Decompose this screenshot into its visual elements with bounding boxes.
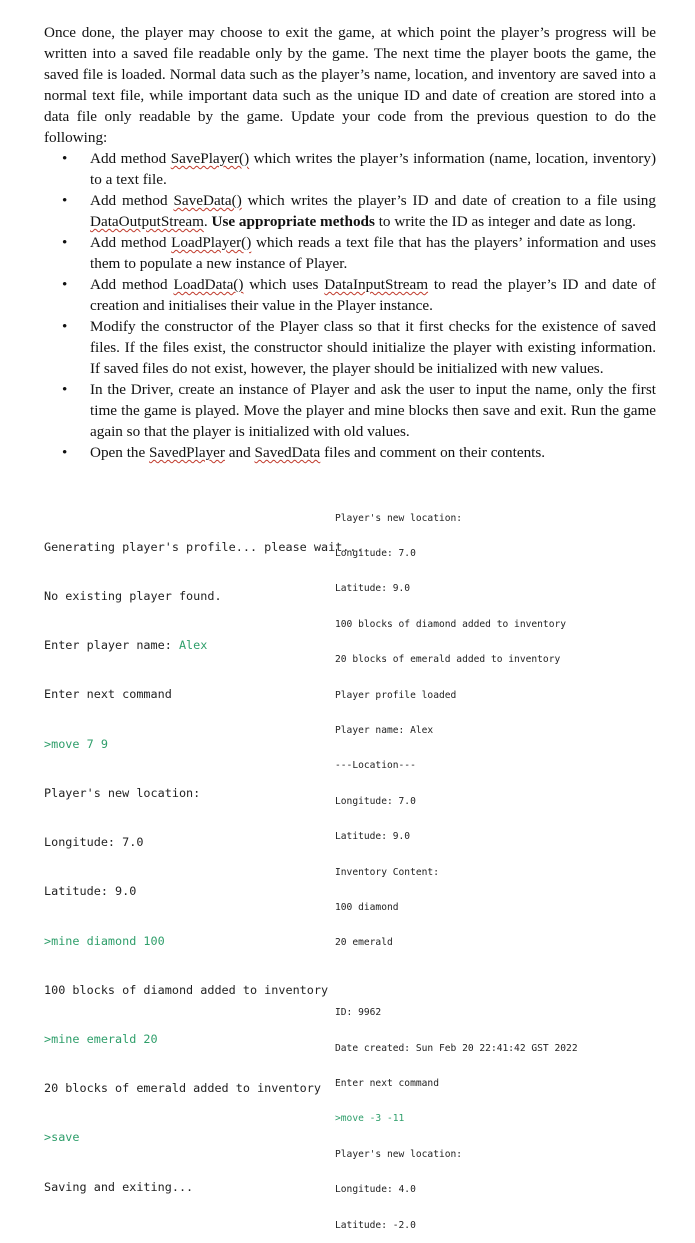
console-line: 100 diamond [335,901,399,913]
console-line: Longitude: 7.0 [44,835,144,850]
console-line: Generating player's profile... please wait... [44,539,364,554]
console-line: 20 emerald [335,937,393,949]
user-input: >move 7 9 [44,736,108,751]
console-line: ID: 9962 [335,1007,382,1019]
console-line: Enter next command [335,1078,439,1090]
user-input: >mine diamond 100 [44,933,165,948]
console-line: 100 blocks of diamond added to inventory [335,618,567,630]
console-gap [335,973,578,984]
bullet-icon: • [62,150,68,167]
task-list [44,148,656,463]
bullet-icon: • [62,381,68,398]
console-line: Enter player name: Alex [44,638,208,653]
bullet-icon: • [62,444,68,461]
class-name: DataInputStream [324,276,429,293]
console-line: Player's new location: [44,785,201,800]
bullet-icon: • [62,192,68,209]
user-input: >move -3 -11 [335,1113,405,1125]
task-modify-constructor: • Modify the constructor of the Player class so that it first checks for the existence of saved files. If the files exist, the constructor should initialize the player with existing information. If saved files do not exist, however, the player should be initialized with new values. [62,318,656,377]
bullet-icon: • [62,234,68,251]
console-line: 100 blocks of diamond added to inventory [44,982,329,997]
console-line: Longitude: 4.0 [335,1184,416,1196]
task-driver: • In the Driver, create an instance of Player and ask the user to input the name, only the first time the game is played. Move the player and mine blocks then save and exit. Run the game again so that the player is initialized with old values. [62,381,656,440]
intro-paragraph: Once done, the player may choose to exit the game, at which point the player’s progress will be written into a saved file readable only by the game. The next time the player boots the game, the saved file is loaded. Normal data such as the player’s name, location, and inventory are saved into a normal text file, while important data such as the unique ID and date of creation are stored into a data file only readable by the game. Update your code from the previous question to do the following: [44,24,656,146]
console-line: Latitude: 9.0 [335,583,411,595]
task-save-player: • Add method SavePlayer() which writes the player’s information (name, location, inventory) to a text file. [62,150,656,188]
console-line: Player profile loaded [335,689,457,701]
method-name: SavePlayer() [170,150,250,167]
console-line: Player's new location: [335,512,463,524]
emphasis: Use appropriate methods [211,213,375,230]
console-line: 20 blocks of emerald added to inventory [44,1081,321,1096]
console-line: Longitude: 7.0 [335,547,416,559]
method-name: LoadData() [173,276,244,293]
console-line: Latitude: 9.0 [335,831,411,843]
task-save-data: • Add method SaveData() which writes the player’s ID and date of creation to a file using DataOutputStream. Use appropriate methods to write the ID as integer and date as long. [62,192,656,230]
document-body [44,22,656,463]
task-load-player: • Add method LoadPlayer() which reads a text file that has the players’ information and uses them to populate a new instance of Player. [62,234,656,272]
console-line: Inventory Content: [335,866,439,878]
console-line: Player's new location: [335,1148,463,1160]
class-name: DataOutputStream [90,213,204,230]
method-name: SaveData() [173,192,242,209]
second-run-console [335,489,578,1243]
console-line: Player name: Alex [335,724,434,736]
console-line: Saving and exiting... [44,1179,194,1194]
method-name: LoadPlayer() [171,234,252,251]
user-input: >mine emerald 20 [44,1032,158,1046]
console-line: 20 blocks of emerald added to inventory [335,654,561,666]
console-line: Latitude: 9.0 [44,884,137,899]
console-line: ---Location--- [335,760,416,772]
file-name: SavedData [254,444,321,461]
task-load-data: • Add method LoadData() which uses DataInputStream to read the player’s ID and date of creation and initialises their value in the Player instance. [62,276,656,314]
console-line: Date created: Sun Feb 20 22:41:42 GST 2022 [335,1042,578,1054]
console-line: Enter next command [44,687,172,702]
user-input: Alex [178,638,208,653]
console-line: Longitude: 7.0 [335,795,416,807]
console-line: No existing player found. [44,589,222,604]
task-open-files: • Open the SavedPlayer and SavedData files and comment on their contents. [62,444,546,461]
file-name: SavedPlayer [149,444,225,461]
user-input: >save [44,1130,80,1145]
console-line: Latitude: -2.0 [335,1219,416,1231]
first-run-console [44,506,364,1211]
bullet-icon: • [62,318,68,335]
bullet-icon: • [62,276,68,293]
